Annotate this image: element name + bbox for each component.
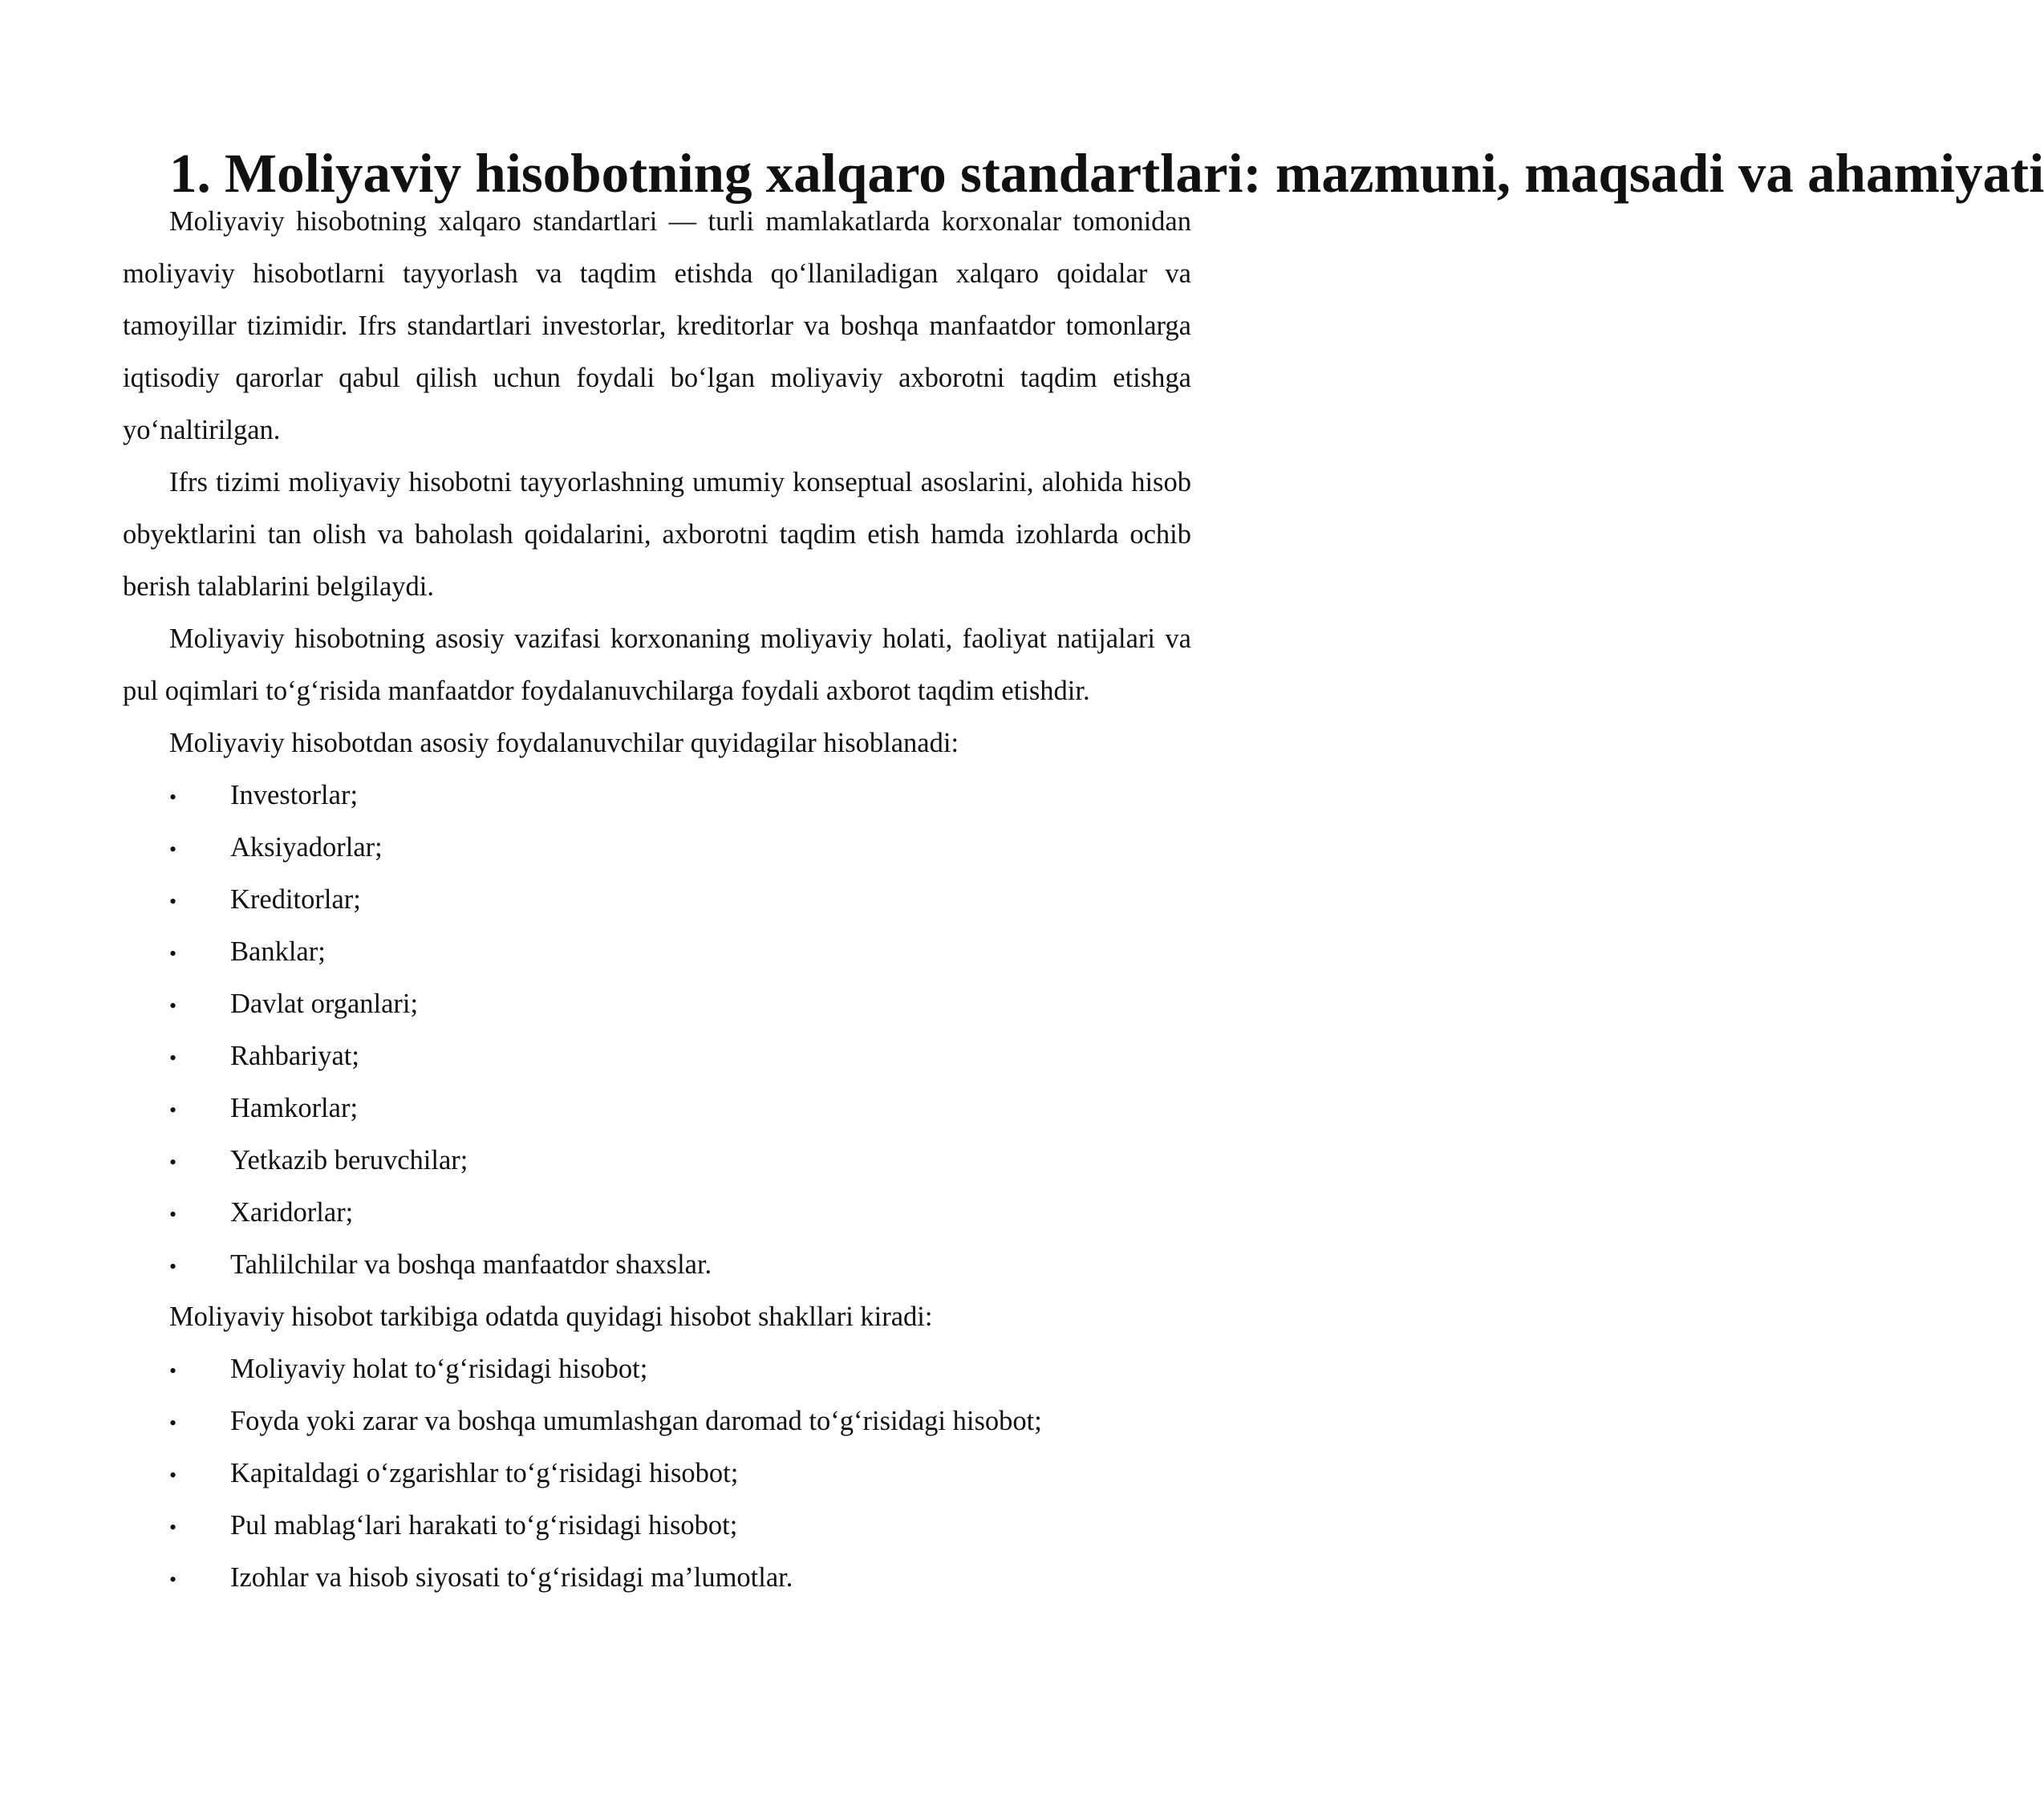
bullet-icon: •	[169, 1516, 177, 1539]
bullet-icon: •	[169, 994, 177, 1017]
list-item-text: Kapitaldagi o‘zgarishlar to‘g‘risidagi hisobot;	[230, 1458, 739, 1488]
bullet-icon: •	[169, 1359, 177, 1383]
paragraph-main-task: Moliyaviy hisobotning asosiy vazifasi korxonaning moliyaviy holati, faoliyat natijalari va pul oqimlari to‘g‘risida manfaatdor foydalanuvchilarga foydali axborot taqdim etishdir.	[123, 623, 1191, 706]
list-item-text: Yetkazib beruvchilar;	[230, 1145, 468, 1175]
list-item	[123, 1135, 1191, 1187]
list-item	[123, 874, 1191, 926]
bullet-icon: •	[169, 1203, 177, 1226]
document-page	[123, 143, 2044, 1604]
bullet-icon: •	[169, 1255, 177, 1278]
bullet-icon: •	[169, 838, 177, 861]
list-item	[123, 926, 1191, 978]
list-item	[123, 1030, 1191, 1082]
list-item-text: Banklar;	[230, 936, 326, 967]
bullet-icon: •	[169, 942, 177, 965]
reports-intro: Moliyaviy hisobot tarkibiga odatda quyidagi hisobot shakllari kiradi:	[169, 1301, 933, 1332]
list-item	[123, 1500, 1191, 1552]
paragraph-definition: Moliyaviy hisobotning xalqaro standartlari — turli mamlakatlarda korxonalar tomonidan moliyaviy hisobotlarni tayyorlash va taqdim etishda qo‘llaniladigan xalqaro qoidalar va tamoyillar tizimidir. Ifrs standartlari investorlar, kreditorlar va boshqa manfaatdor tomonlarga iqtisodiy qarorlar qabul qilish uchun foydali bo‘lgan moliyaviy axborotni taqdim etishga yo‘naltirilgan.	[123, 206, 1191, 445]
list-item-text: Moliyaviy holat to‘g‘risidagi hisobot;	[230, 1354, 648, 1384]
list-item	[123, 1343, 1191, 1395]
list-item-text: Xaridorlar;	[230, 1197, 354, 1228]
paragraph-ifrs-system: Ifrs tizimi moliyaviy hisobotni tayyorlashning umumiy konseptual asoslarini, alohida hisob obyektlarini tan olish va baholash qoidalarini, axborotni taqdim etish hamda izohlarda ochib berish talablarini belgilaydi.	[123, 467, 1191, 602]
list-item-text: Izohlar va hisob siyosati to‘g‘risidagi ma’lumotlar.	[230, 1562, 793, 1593]
list-item-text: Rahbariyat;	[230, 1041, 359, 1071]
bullet-icon: •	[169, 786, 177, 809]
list-item-text: Hamkorlar;	[230, 1093, 359, 1123]
bullet-icon: •	[169, 1046, 177, 1070]
section-heading: 1. Moliyaviy hisobotning xalqaro standartlari: mazmuni, maqsadi va ahamiyati	[169, 143, 2044, 204]
users-list	[123, 769, 1191, 1291]
bullet-icon: •	[169, 1098, 177, 1122]
list-item-text: Foyda yoki zarar va boshqa umumlashgan daromad to‘g‘risidagi hisobot;	[230, 1406, 1042, 1436]
list-item	[123, 1448, 1191, 1500]
list-item	[123, 1187, 1191, 1239]
list-item-text: Tahlilchilar va boshqa manfaatdor shaxslar.	[230, 1249, 712, 1280]
list-item-text: Kreditorlar;	[230, 884, 361, 915]
list-item	[123, 1552, 1191, 1604]
bullet-icon: •	[169, 1151, 177, 1174]
list-item	[123, 1082, 1191, 1135]
bullet-icon: •	[169, 1568, 177, 1591]
list-item	[123, 1395, 1191, 1448]
list-item	[123, 1239, 1191, 1291]
users-intro: Moliyaviy hisobotdan asosiy foydalanuvchilar quyidagilar hisoblanadi:	[169, 728, 959, 758]
list-item	[123, 978, 1191, 1030]
list-item-text: Pul mablag‘lari harakati to‘g‘risidagi hisobot;	[230, 1510, 738, 1541]
list-item	[123, 769, 1191, 822]
list-item-text: Aksiyadorlar;	[230, 832, 383, 863]
bullet-icon: •	[169, 890, 177, 913]
list-item-text: Investorlar;	[230, 780, 359, 810]
list-item	[123, 822, 1191, 874]
bullet-icon: •	[169, 1464, 177, 1487]
list-item-text: Davlat organlari;	[230, 989, 419, 1019]
reports-list	[123, 1343, 1191, 1604]
bullet-icon: •	[169, 1411, 177, 1435]
